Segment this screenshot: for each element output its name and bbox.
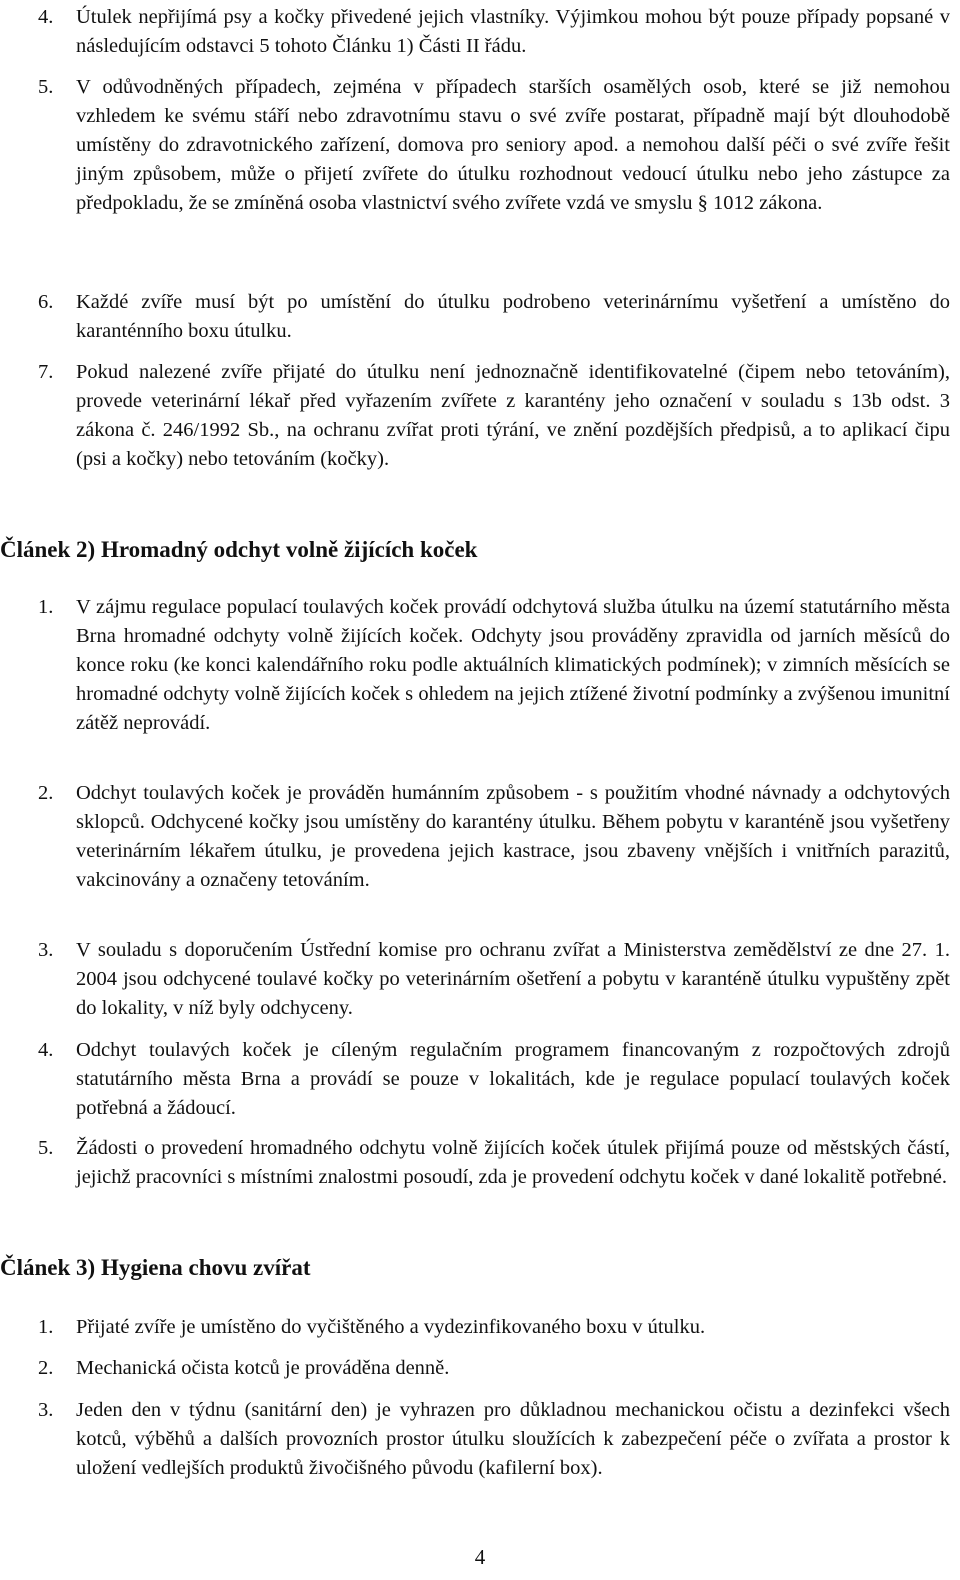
item-number: 5.: [38, 76, 54, 98]
list-item: [32, 936, 950, 1023]
article-3-heading: Článek 3) Hygiena chovu zvířat: [0, 1255, 311, 1280]
item-text: Jeden den v týdnu (sanitární den) je vyhrazen pro důkladnou mechanickou očistu a dezinfekci všech kotců, výběhů a dalších provozních prostor útulku sloužících k zabezpečení péče o zvířata a prostor k uložení vedlejších produktů živočišného původu (kafilerní box).: [76, 1399, 950, 1479]
item-text: V zájmu regulace populací toulavých koček provádí odchytová služba útulku na území statutárního města Brna hromadné odchyty volně žijících koček. Odchyty jsou prováděny zpravidla od jarních měsíců do konce roku (ke konci kalendářního roku podle aktuálních klimatických podmínek); v zimních měsících se hromadné odchyty volně žijících koček s ohledem na jejich ztížené životní podmínky a zvýšenou imunitní zátěž neprovádí.: [76, 596, 950, 734]
item-text: Pokud nalezené zvíře přijaté do útulku není jednoznačně identifikovatelné (čipem nebo tetováním), provede veterinární lékař před vyřazením zvířete z karantény jeho označení v souladu s 13b odst. 3 zákona č. 246/1992 Sb., na ochranu zvířat proti týrání, ve znění pozdějších předpisů, a to aplikací čipu (psi a kočky) nebo tetováním (kočky).: [76, 361, 950, 470]
article-2-heading: Článek 2) Hromadný odchyt volně žijících koček: [0, 537, 478, 562]
list-item: [32, 3, 950, 61]
list-item: [32, 73, 950, 218]
list-item: [32, 288, 950, 346]
item-number: 1.: [38, 1316, 54, 1338]
list-item: [32, 1036, 950, 1123]
list-item: [32, 1134, 950, 1192]
item-number: 4.: [38, 1039, 54, 1061]
list-item: [32, 1396, 950, 1483]
item-text: Mechanická očista kotců je prováděna denně.: [76, 1357, 450, 1379]
page-number: 4: [474, 1545, 486, 1569]
list-item: [32, 1354, 950, 1383]
item-text: V odůvodněných případech, zejména v případech starších osamělých osob, které se již nemohou vzhledem ke svému stáří nebo zdravotnímu stavu o své zvíře postarat, případně mají být dlouhodobě umístěny do zdravotnického zařízení, domova pro seniory apod. a nemohou další péči o své zvíře řešit jiným způsobem, může o přijetí zvířete do útulku rozhodnout vedoucí útulku nebo jeho zástupce za předpokladu, že se zmíněná osoba vlastnictví svého zvířete vzdá ve smyslu § 1012 zákona.: [76, 76, 950, 214]
item-number: 3.: [38, 1399, 54, 1421]
item-text: Přijaté zvíře je umístěno do vyčištěného a vydezinfikovaného boxu v útulku.: [76, 1316, 706, 1338]
list-item: [32, 1313, 950, 1342]
item-number: 4.: [38, 6, 54, 28]
item-number: 6.: [38, 291, 54, 313]
item-text: Odchyt toulavých koček je cíleným regulačním programem financovaným z rozpočtových zdrojů statutárního města Brna a provádí se pouze v lokalitách, kde je regulace populací toulavých koček potřebná a žádoucí.: [76, 1039, 950, 1119]
list-item: [32, 593, 950, 738]
list-item: [32, 779, 950, 895]
item-text: Žádosti o provedení hromadného odchytu volně žijících koček útulek přijímá pouze od městských částí, jejichž pracovníci s místními znalostmi posoudí, zda je provedení odchytu koček v dané lokalitě potřebné.: [76, 1137, 950, 1188]
item-text: Odchyt toulavých koček je prováděn humánním způsobem - s použitím vhodné návnady a odchytových sklopců. Odchycené kočky jsou umístěny do karantény útulku. Během pobytu v karanténě jsou vyšetřeny veterinárním lékařem útulku, je provedena jejich kastrace, jsou zbaveny vnějších i vnitřních parazitů, vakcinovány a označeny tetováním.: [76, 782, 950, 891]
item-text: V souladu s doporučením Ústřední komise pro ochranu zvířat a Ministerstva zemědělství ze dne 27. 1. 2004 jsou odchycené toulavé kočky po veterinárním ošetření a pobytu v karanténě útulku vypuštěny zpět do lokality, v níž byly odchyceny.: [76, 939, 950, 1019]
list-item: [32, 358, 950, 474]
item-number: 5.: [38, 1137, 54, 1159]
item-number: 1.: [38, 596, 54, 618]
item-number: 7.: [38, 361, 54, 383]
item-number: 2.: [38, 1357, 54, 1379]
item-number: 2.: [38, 782, 54, 804]
item-number: 3.: [38, 939, 54, 961]
item-text: Každé zvíře musí být po umístění do útulku podrobeno veterinárnímu vyšetření a umístěno do karanténního boxu útulku.: [76, 291, 950, 342]
item-text: Útulek nepřijímá psy a kočky přivedené jejich vlastníky. Výjimkou mohou být pouze případy popsané v následujícím odstavci 5 tohoto Článku 1) Části II řádu.: [76, 6, 950, 57]
